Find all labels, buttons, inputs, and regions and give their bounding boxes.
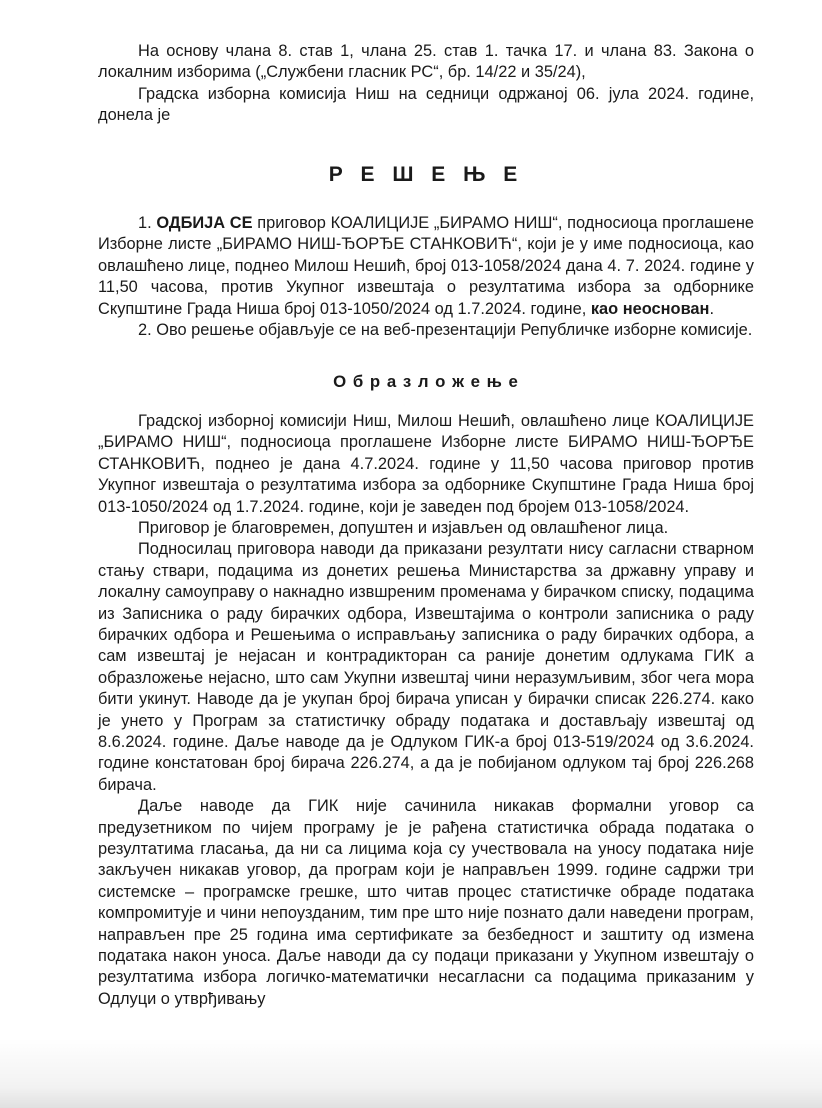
paragraph: Подносилац приговора наводи да приказани резултати нису сагласни стварном стању ствари, подацима из донетих решења Министарства за државну управу и локалну самоуправу о накнадно извшреним променама у бирачком списку, подацима из Записника о раду бирачких одбора, Извештајима о контроли записника о раду бирачких одбора и Решењима о исправљању записника о раду бирачких одбора, а сам извештај је нејасан и контрадикторан са раније донетим одлукама ГИК а образложење нејасно, што сам Укупни извештај чини неразумљивим, због чега мора бити укинут. Наводе да је укупан број бирача уписан у бирачки списак 226.274. како је унето у Програм за статистичку обраду података и достављају извештај од 8.6.2024. године. Даље наводе да је Одлуком ГИК-а број 013-519/2024 од 3.6.2024. године констатован број бирача 226.274, а да је побијаном одлуком тај број 226.268 бирача.: [98, 540, 754, 794]
paragraph: Градска изборна комисија Ниш на седници одржаној 06. јула 2024. године, донела је: [98, 84, 754, 125]
paragraph: На основу члана 8. став 1, члана 25. став 1. тачка 17. и члана 83. Закона о локалним изборима („Службени гласник РС“, бр. 14/22 и 35/24),: [98, 42, 754, 82]
document-body: [98, 41, 754, 1010]
paragraph: [98, 213, 754, 320]
title: Р Е Ш Е Њ Е: [328, 162, 524, 186]
section-heading: О б р а з л о ж е њ е: [333, 372, 519, 392]
text-segment: приговор КОАЛИЦИЈЕ „БИРАМО НИШ“, подносиоца проглашене Изборне листе „БИРАМО НИШ-ЂОРЂЕ СТАНКОВИЋ“, који је у име подносиоца, као овлашћено лице, поднео Милош Нешић, број 013-1058/2024 дана 4. 7. 2024. године у 11,50 часова, против Укупног извештаја о резултатима избора за одборнике Скупштине Града Ниша број 013-1050/2024 од 1.7.2024. године,: [98, 214, 755, 318]
paragraph: Приговор је благовремен, допуштен и изјављен од овлашћеног лица.: [138, 518, 669, 537]
paragraph: Даље наводе да ГИК није сачинила никакав формални уговор са предузетником по чијем програму је је рађена статистичка обрада података о резултатима гласања, да ни са лицима која су учествовала на уносу података није закључен никакав уговор, да програм који је направљен 1999. године садржи три системске – програмске грешке, што читав процес статистичке обраде података компромитује и чини непоузданим, тим пре што није познато дали наведени програм, направљен пре 25 година има сертификате за безбедност и заштиту од измена података након уноса. Даље наводи да су подаци приказани у Укупном извештају о резултатима избора логичко-математички несагласни са подацима приказаним у Одлуци о утврђивању: [98, 797, 754, 1008]
paragraph: 2. Ово решење објављује се на веб-презентацији Републичке изборне комисије.: [138, 321, 753, 340]
bold-text-segment: ОДБИЈА СЕ: [156, 214, 253, 233]
text-segment: 1.: [138, 214, 157, 233]
paragraph: Градској изборној комисији Ниш, Милош Нешић, овлашћено лице КОАЛИЦИЈЕ „БИРАМО НИШ“, подносиоца проглашене Изборне листе БИРАМО НИШ-ЂОРЂЕ СТАНКОВИЋ, поднео је дана 4.7.2024. године у 11,50 часова приговор против Укупног извештаја о резултатима избора за одборнике Скупштине Града Ниша број 013-1050/2024 од 1.7.2024. године, који је заведен под бројем 013-1058/2024.: [98, 411, 754, 516]
text-segment: .: [709, 299, 715, 318]
bold-text-segment: као неоснован: [590, 299, 710, 318]
